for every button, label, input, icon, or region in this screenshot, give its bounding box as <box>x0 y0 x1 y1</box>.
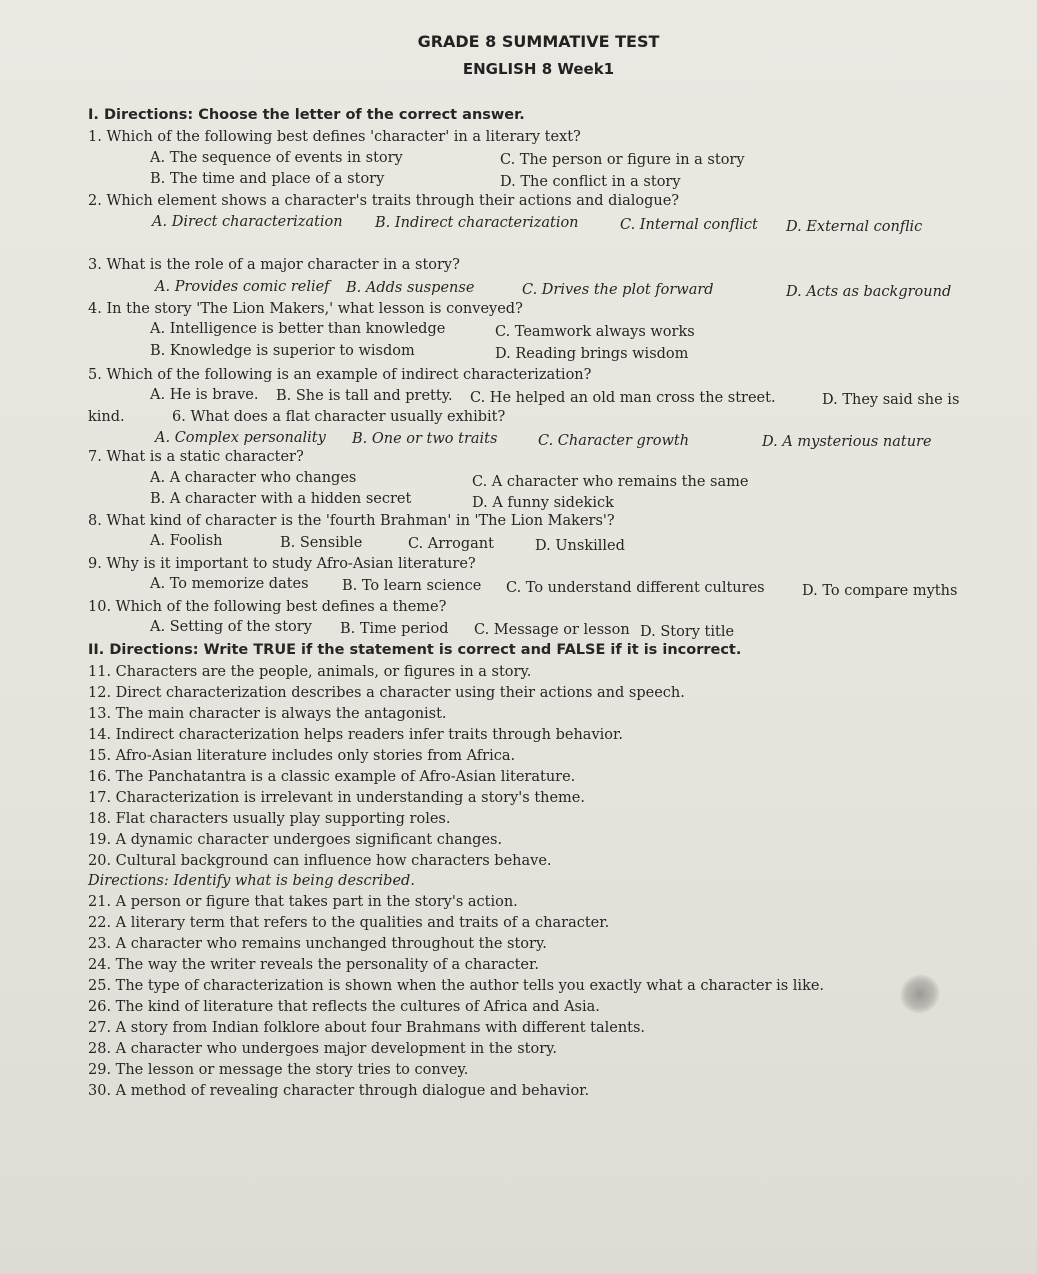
q8-option-b: B. Sensible <box>280 535 363 551</box>
tf-item-17: 17. Characterization is irrelevant in understanding a story's theme. <box>88 790 586 806</box>
q9-stem: 9. Why is it important to study Afro-Asian literature? <box>88 556 476 572</box>
q1-stem: 1. Which of the following best defines 'character' in a literary text? <box>88 129 581 145</box>
tf-item-19: 19. A dynamic character undergoes significant changes. <box>88 832 503 848</box>
q10-option-d: D. Story title <box>640 624 735 640</box>
q10-stem: 10. Which of the following best defines a theme? <box>88 599 447 615</box>
q3-option-b: B. Adds suspense <box>346 280 475 296</box>
q10-option-c: C. Message or lesson <box>474 622 630 638</box>
id-item-25: 25. The type of characterization is shown when the author tells you exactly what a character is like. <box>88 978 825 994</box>
tf-item-13: 13. The main character is always the antagonist. <box>88 706 447 722</box>
q1-option-a: A. The sequence of events in story <box>150 150 403 166</box>
q9-option-a: A. To memorize dates <box>150 576 309 592</box>
q6-option-d: D. A mysterious nature <box>762 434 932 450</box>
q1-option-d: D. The conflict in a story <box>500 174 681 190</box>
q9-option-b: B. To learn science <box>342 578 482 594</box>
q4-option-a: A. Intelligence is better than knowledge <box>150 321 446 337</box>
test-subtitle: ENGLISH 8 Week1 <box>462 60 615 78</box>
q3-stem: 3. What is the role of a major character in a story? <box>88 257 460 273</box>
part3-directions: Directions: Identify what is being described. <box>88 873 415 889</box>
q5-stem: 5. Which of the following is an example of indirect characterization? <box>88 367 592 383</box>
q8-option-a: A. Foolish <box>150 533 223 549</box>
id-item-28: 28. A character who undergoes major development in the story. <box>88 1041 557 1057</box>
id-item-30: 30. A method of revealing character through dialogue and behavior. <box>88 1083 590 1099</box>
q6-option-b: B. One or two traits <box>352 431 498 447</box>
tf-item-15: 15. Afro-Asian literature includes only stories from Africa. <box>88 748 516 764</box>
tf-item-18: 18. Flat characters usually play supporting roles. <box>88 811 451 827</box>
q7-stem: 7. What is a static character? <box>88 449 304 465</box>
q3-option-c: C. Drives the plot forward <box>522 282 714 298</box>
q2-option-b: B. Indirect characterization <box>375 215 579 231</box>
q4-stem: 4. In the story 'The Lion Makers,' what lesson is conveyed? <box>88 301 523 317</box>
q2-option-a: A. Direct characterization <box>152 214 343 230</box>
tf-item-16: 16. The Panchatantra is a classic example of Afro-Asian literature. <box>88 769 576 785</box>
q8-option-c: C. Arrogant <box>408 536 494 552</box>
q7-option-d: D. A funny sidekick <box>472 495 614 511</box>
q3-option-a: A. Provides comic relief <box>155 279 330 295</box>
id-item-26: 26. The kind of literature that reflects the cultures of Africa and Asia. <box>88 999 600 1015</box>
id-item-23: 23. A character who remains unchanged throughout the story. <box>88 936 547 952</box>
q10-option-a: A. Setting of the story <box>150 619 312 635</box>
q7-option-c: C. A character who remains the same <box>472 474 749 490</box>
q7-option-b: B. A character with a hidden secret <box>150 491 412 507</box>
tf-item-20: 20. Cultural background can influence how characters behave. <box>88 853 552 869</box>
q4-option-d: D. Reading brings wisdom <box>495 346 689 362</box>
q5-option-d-cont: kind. <box>88 409 125 425</box>
q4-option-b: B. Knowledge is superior to wisdom <box>150 343 415 359</box>
q6-option-a: A. Complex personality <box>155 430 326 446</box>
q5-option-a: A. He is brave. <box>150 387 259 403</box>
part1-directions: I. Directions: Choose the letter of the correct answer. <box>88 107 525 123</box>
q7-option-a: A. A character who changes <box>150 470 357 486</box>
q5-option-c: C. He helped an old man cross the street. <box>470 390 776 406</box>
q9-option-c: C. To understand different cultures <box>506 580 765 596</box>
id-item-24: 24. The way the writer reveals the personality of a character. <box>88 957 539 973</box>
q3-option-d: D. Acts as background <box>786 284 952 300</box>
q5-option-b: B. She is tall and pretty. <box>276 388 453 404</box>
q6-option-c: C. Character growth <box>538 433 690 449</box>
id-item-22: 22. A literary term that refers to the qualities and traits of a character. <box>88 915 610 931</box>
q1-option-c: C. The person or figure in a story <box>500 152 745 168</box>
q10-option-b: B. Time period <box>340 621 449 637</box>
id-item-27: 27. A story from Indian folklore about four Brahmans with different talents. <box>88 1020 646 1036</box>
id-item-21: 21. A person or figure that takes part in the story's action. <box>88 894 518 910</box>
q1-option-b: B. The time and place of a story <box>150 171 385 187</box>
test-title: GRADE 8 SUMMATIVE TEST <box>417 32 660 51</box>
ink-smudge <box>893 967 948 1021</box>
q2-stem: 2. Which element shows a character's traits through their actions and dialogue? <box>88 193 680 209</box>
tf-item-11: 11. Characters are the people, animals, or figures in a story. <box>88 664 532 680</box>
q5-option-d: D. They said she is <box>822 392 960 408</box>
q8-option-d: D. Unskilled <box>535 538 625 554</box>
q6-stem: 6. What does a flat character usually exhibit? <box>172 409 506 425</box>
id-item-29: 29. The lesson or message the story tries to convey. <box>88 1062 469 1078</box>
tf-item-12: 12. Direct characterization describes a character using their actions and speech. <box>88 685 685 701</box>
q2-option-c: C. Internal conflict <box>620 217 758 233</box>
q2-option-d: D. External conflic <box>786 219 923 235</box>
q9-option-d: D. To compare myths <box>802 583 958 599</box>
q4-option-c: C. Teamwork always works <box>495 324 695 340</box>
tf-item-14: 14. Indirect characterization helps readers infer traits through behavior. <box>88 727 623 743</box>
part2-directions: II. Directions: Write TRUE if the statement is correct and FALSE if it is incorrect. <box>88 642 742 658</box>
q8-stem: 8. What kind of character is the 'fourth Brahman' in 'The Lion Makers'? <box>88 513 615 529</box>
